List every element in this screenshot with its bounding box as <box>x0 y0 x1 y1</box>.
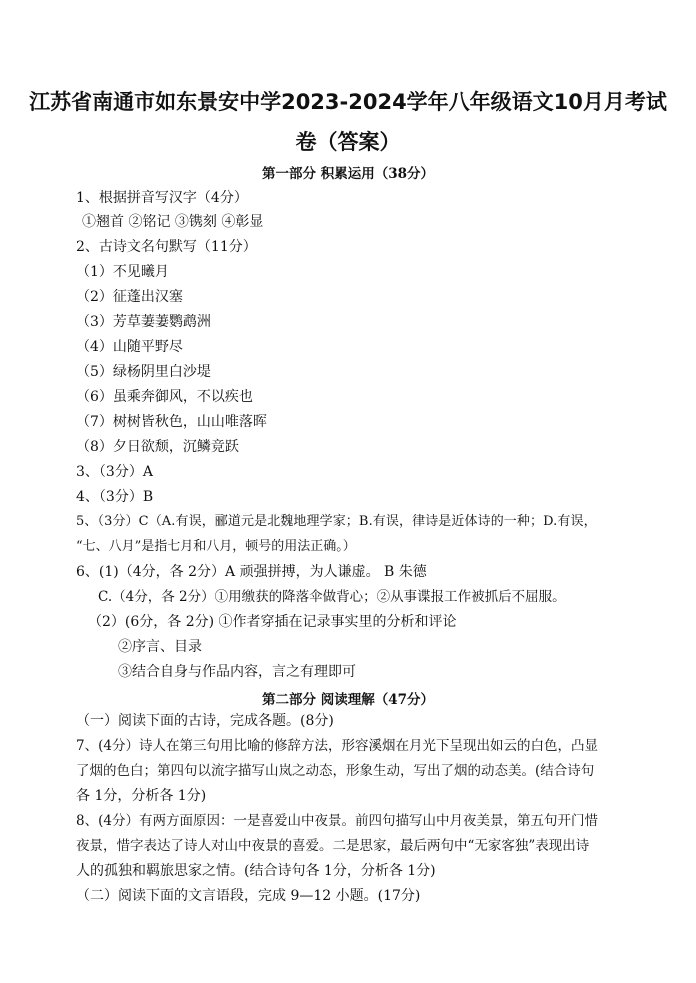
answer-line: （3）芳草萋萋鹦鹉洲 <box>76 314 211 330</box>
answer-line: （5）绿杨阴里白沙堤 <box>76 364 211 380</box>
answer-line: （2）征蓬出汉塞 <box>76 289 183 305</box>
document-title-line-1: 江苏省南通市如东景安中学2023-2024学年八年级语文10月月考试 <box>29 90 667 114</box>
answer-line: C.（4分，各 2分）①用缴获的降落伞做背心；②从事谍报工作被抓后不屈服。 <box>98 589 566 605</box>
answer-line: （8）夕日欲颓，沉鳞竞跃 <box>76 439 239 455</box>
answer-line: ③结合自身与作品内容，言之有理即可 <box>118 664 356 680</box>
answer-line: “七、八月”是指七月和八月，顿号的用法正确。） <box>76 539 356 554</box>
answer-line: 7、(4分）诗人在第三句用比喻的修辞方法，形容溪烟在月光下呈现出如云的白色，凸显 <box>76 738 598 754</box>
answer-line: 6、(1)（4分，各 2分）A 顽强拼搏，为人谦虚。 B 朱德 <box>76 564 427 580</box>
part-two-heading: 第二部分 阅读理解（47分） <box>262 692 434 708</box>
answer-line: （二）阅读下面的文言语段，完成 9—12 小题。(17分) <box>76 888 421 904</box>
answer-line: 2、古诗文名句默写（11分） <box>76 239 257 255</box>
answer-line: 5、（3分）C（A.有误，郦道元是北魏地理学家；B.有误，律诗是近体诗的一种；D.有误， <box>76 514 597 529</box>
answer-line: ①翘首 ②铭记 ③镌刻 ④彰显 <box>82 214 264 230</box>
answer-line: 夜景，惜字表达了诗人对山中夜景的喜爱。二是思家，最后两句中“无家客独”表现出诗 <box>76 838 590 854</box>
part-one-heading: 第一部分 积累运用（38分） <box>262 166 434 182</box>
document-title-line-2: 卷（答案） <box>295 130 401 154</box>
answer-line: 各 1分，分析各 1分) <box>76 788 207 804</box>
answer-line: ②序言、目录 <box>118 639 202 655</box>
answer-line: （2）(6分，各 2分) ①作者穿插在记录事实里的分析和评论 <box>88 614 457 630</box>
answer-line: （一）阅读下面的古诗，完成各题。(8分) <box>76 713 334 729</box>
answer-line: （6）虽乘奔御风，不以疾也 <box>76 389 253 405</box>
answer-line: 人的孤独和羁旅思家之情。(结合诗句各 1分，分析各 1分) <box>76 863 436 879</box>
answer-line: 3、（3分）A <box>76 464 153 480</box>
answer-line: （4）山随平野尽 <box>76 339 183 355</box>
answer-line: 8、(4分）有两方面原因：一是喜爱山中夜景。前四句描写山中月夜美景，第五句开门惜 <box>76 813 598 829</box>
answer-line: 了烟的色白；第四句以流字描写山岚之动态，形象生动，写出了烟的动态美。(结合诗句 <box>76 763 595 779</box>
answer-line: 1、根据拼音写汉字（4分） <box>76 190 248 206</box>
answer-line: 4、（3分）B <box>76 489 154 505</box>
answer-line: （7）树树皆秋色，山山唯落晖 <box>76 414 267 430</box>
answer-line: （1）不见曦月 <box>76 264 169 280</box>
